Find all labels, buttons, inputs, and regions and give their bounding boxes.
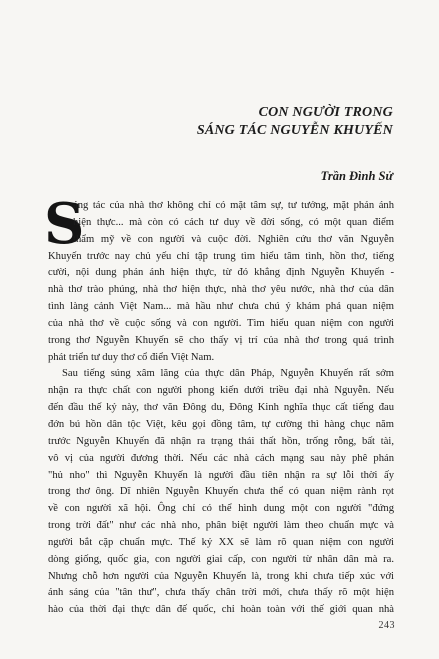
paragraph-1-line: trong thơ Nguyễn Khuyến sẽ cho thấy vị trí của nhà thơ trong quá trình <box>48 334 394 346</box>
paragraph-1-line: Khuyến trước nay chủ yếu chỉ tập trung tìm hiểu tâm tình, hồn thơ, tiếng <box>48 250 394 262</box>
paragraph-2-line: hào của thời đại thực dân đế quốc, chỉ hoàn toàn với thế giới quan nhà <box>48 604 394 616</box>
body-text <box>48 198 394 619</box>
paragraph-1-line: phát triển tư duy thơ cổ điển Việt Nam. <box>48 351 215 363</box>
paragraph-1-line: thẩm mỹ về con người và cuộc đời. Nghiên cứu thơ văn Nguyễn <box>73 233 394 245</box>
paragraph-2-line: Sau tiếng súng xâm lăng của thực dân Pháp, Nguyễn Khuyến rất sớm <box>62 368 394 380</box>
paragraph-2-line: về con người xã hội. Ông chỉ có thể hình dung một con người "đứng <box>48 503 394 515</box>
paragraph-2-line: trong thơ ông. Dĩ nhiên Nguyễn Khuyến chưa thể có quan niệm rành rọt <box>48 486 394 498</box>
page-number: 243 <box>378 620 395 631</box>
paragraph-1-line: hiện thực... mà còn có cách tư duy về đời sống, có một quan điểm <box>73 216 394 228</box>
paragraph-2-line: ánh sáng của "tân thư", chưa thấy chân trời mới, chưa thấy rõ một hiện <box>48 587 394 599</box>
paragraph-2-line: nhận ra thực chất con người phong kiến dưới triều đại nhà Nguyễn. Nếu <box>48 385 394 397</box>
paragraph-2-line: Nhưng chỗ hơn người của Nguyễn Khuyến là, trong khi chưa tiếp xúc với <box>48 570 394 582</box>
title-line-1: CON NGƯỜI TRONG <box>258 105 393 120</box>
title-line-2: SÁNG TÁC NGUYỄN KHUYẾN <box>196 123 393 138</box>
paragraph-1-line: áng tác của nhà thơ không chỉ có mặt tâm sự, tư tưởng, mặt phản ánh <box>73 200 394 211</box>
paragraph-2-line: người bắt cặp chuẩn mực. Thế kỷ XX sẽ làm rõ quan niệm con người <box>48 536 394 548</box>
paragraph-2-line: đến đầu thế kỷ này, thơ văn Đông du, Đông Kinh nghĩa thục cất tiếng đau <box>48 402 394 414</box>
paragraph-1-line: nhà thơ trào phúng, nhà thơ hiện thực, nhà thơ yêu nước, nhà thơ của dân <box>48 284 394 296</box>
paragraph-2-line: vô vị của người đương thời. Nếu các nhà cách mạng sau này phê phán <box>48 452 394 464</box>
paragraph-2-line: đớn bú hồn dân tộc Việt, kêu gọi đồng tâm, tự cường thì hàng chục năm <box>48 418 394 430</box>
article-title <box>197 104 393 140</box>
paragraph-2-line: trong trời đất" như các nhà nho, phân biệt người làm theo chuẩn mực và <box>48 520 394 532</box>
author-name: Trần Đình Sử <box>320 169 393 183</box>
paragraph-1-line: tình làng cảnh Việt Nam... mà hầu như chưa chú ý khám phá quan niệm <box>48 301 394 313</box>
paragraph-1-line: của nhà thơ về cuộc sống và con người. Tìm hiểu quan niệm con người <box>48 317 394 329</box>
paragraph-2-line: "hủ nho" thì Nguyễn Khuyến là người đầu tiên nhận ra sự lỗi thời ấy <box>48 469 394 481</box>
paragraph-2-line: dòng giống, quốc gia, con người giai cấp, con người từ nhân dân mà ra. <box>48 553 394 565</box>
drop-cap-letter: S <box>44 191 85 257</box>
paragraph-1-line: cười, nội dung phản ánh hiện thực, từ đó khẳng định Nguyễn Khuyến - <box>48 267 394 279</box>
paragraph-2-line: trước Nguyễn Khuyến đã nhận ra trạng thái thất hồn, trống rỗng, bất tài, <box>48 435 394 447</box>
